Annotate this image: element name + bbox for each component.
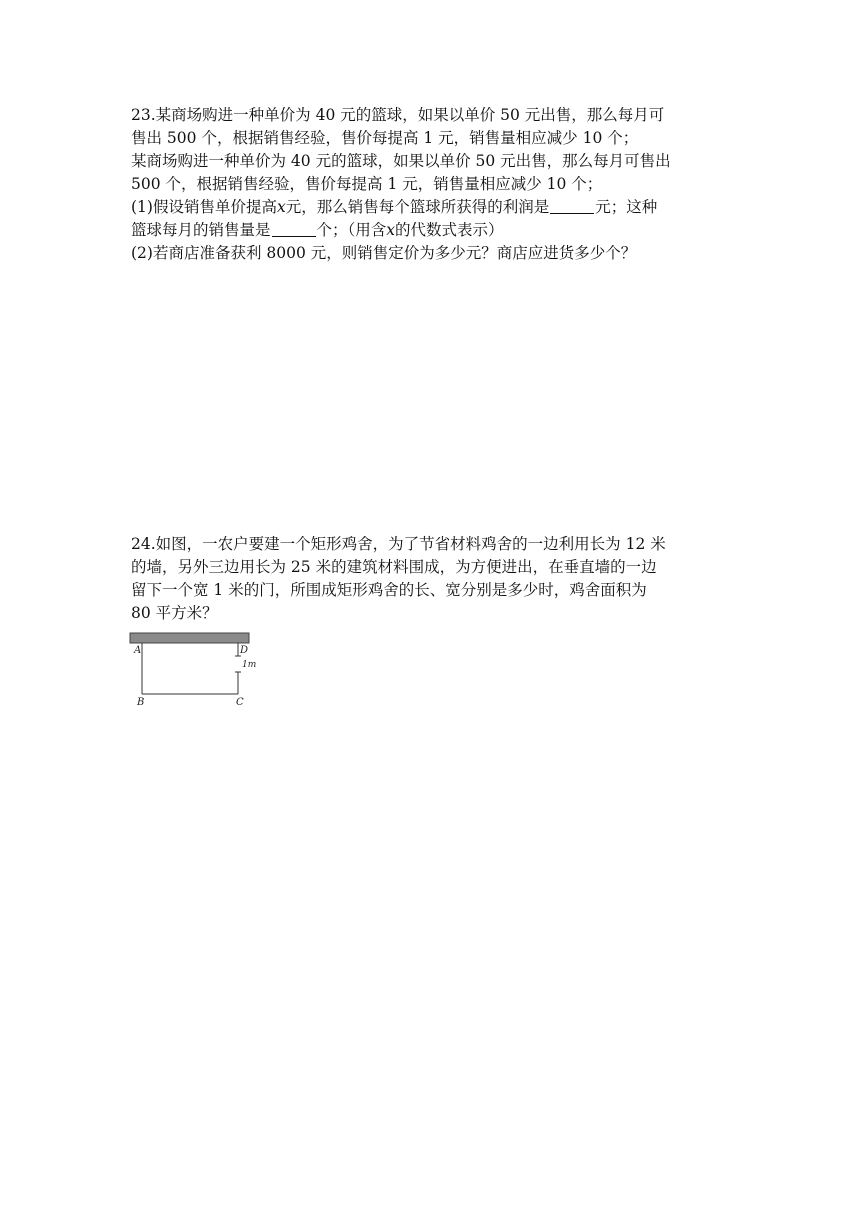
coop-diagram	[128, 630, 258, 710]
label-b: B	[137, 697, 145, 708]
q24-line-3: 留下一个宽 1 米的门，所围成矩形鸡舍的长、宽分别是多少时，鸡舍面积为	[131, 581, 647, 599]
q23-part-1-line-2	[131, 219, 731, 242]
variable-x: x	[276, 198, 286, 216]
question-23	[131, 104, 731, 265]
q23-line-4: 500 个，根据销售经验，售价每提高 1 元，销售量相应减少 10 个；	[131, 175, 603, 193]
q23-line-2: 售出 500 个，根据销售经验，售价每提高 1 元，销售量相应减少 10 个；	[131, 129, 639, 147]
wall-bar	[130, 633, 249, 643]
q23-part-1-text-c: 元；这种	[595, 198, 658, 216]
question-24	[131, 533, 731, 625]
q23-part-1-text-b: 元，那么销售每个篮球所获得的利润是	[285, 198, 550, 216]
answer-blank-profit	[550, 197, 594, 214]
label-c: C	[236, 697, 244, 708]
label-a: A	[134, 645, 142, 656]
q23-part-2: (2)若商店准备获利 8000 元，则销售定价为多少元？商店应进货多少个？	[131, 244, 637, 262]
label-d: D	[240, 645, 249, 656]
answer-blank-quantity	[272, 220, 316, 237]
q23-line-1: 23.某商场购进一种单价为 40 元的篮球，如果以单价 50 元出售，那么每月可	[131, 106, 665, 124]
q23-part-1-text-f: 的代数式表示）	[395, 221, 504, 239]
variable-x: x	[386, 221, 396, 239]
q23-part-1-text-a: (1)假设销售单价提高	[131, 198, 277, 216]
q24-line-4: 80 平方米？	[131, 604, 218, 622]
q24-line-2: 的墙，另外三边用长为 25 米的建筑材料围成，为方便进出，在垂直墙的一边	[131, 558, 657, 576]
q23-part-1-text-d: 篮球每月的销售量是	[131, 221, 271, 239]
door-width-label: 1m	[242, 660, 257, 670]
q24-line-1: 24.如图，一农户要建一个矩形鸡舍，为了节省材料鸡舍的一边利用长为 12 米	[131, 535, 666, 553]
q23-line-3: 某商场购进一种单价为 40 元的篮球，如果以单价 50 元出售，那么每月可售出	[131, 152, 671, 170]
q23-part-1-text-e: 个；（用含	[316, 221, 387, 239]
chicken-coop-figure	[128, 630, 258, 710]
q23-part-1-line-1	[131, 196, 731, 219]
